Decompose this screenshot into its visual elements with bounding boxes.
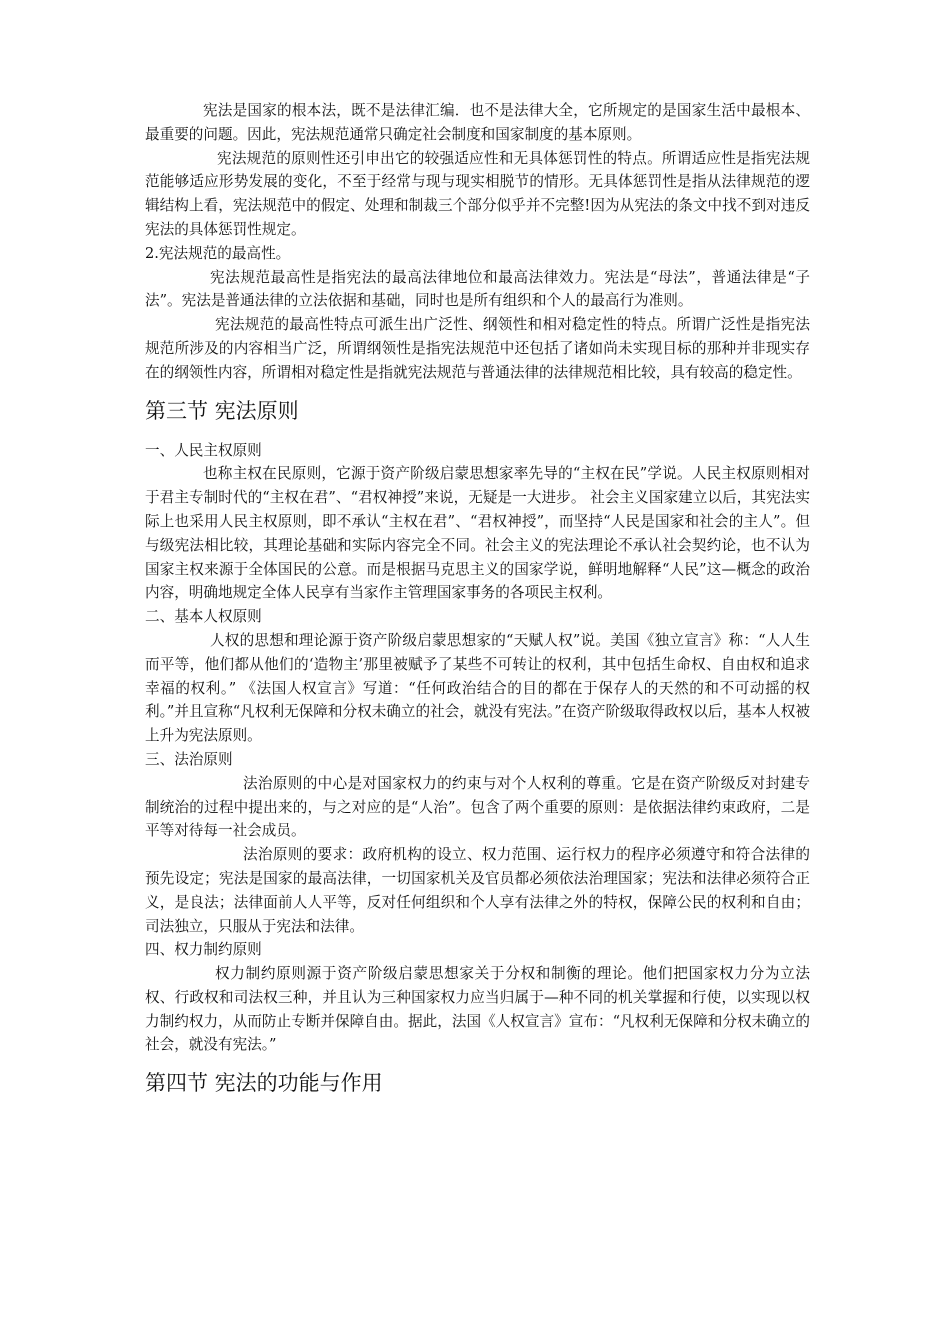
subsection-heading: 三、法治原则: [145, 750, 233, 768]
subsection-heading: 一、人民主权原则: [145, 441, 262, 459]
paragraph: 也称主权在民原则，它源于资产阶级启蒙思想家率先导的“主权在民”学说。人民主权原则相对于君主专制时代的“主权在君”、“君权神授”来说，无疑是一大进步。 社会主义国家建立以后，其宪法实际上也采用人民主权原则，即不承认“主权在君”、“君权神授”，而坚持“人民是国家和社会的主人”。但与级宪法相比较，其理论基础和实际内容完全不同。社会主义的宪法理论不承认社会契约论，也不认为国家主权来源于全体国民的公意。而是根据马克思主义的国家学说，鲜明地解释“人民”这—概念的政治内容，明确地规定全体人民享有当家作主管理国家事务的各项民主权利。: [145, 465, 810, 602]
paragraph: 宪法规范最高性是指宪法的最高法律地位和最高法律效力。宪法是“母法”，普通法律是“子法”。宪法是普通法律的立法依据和基础，同时也是所有组织和个人的最高行为准则。: [145, 268, 810, 310]
item-heading: 2.宪法规范的最高性。: [145, 244, 291, 262]
paragraph: 法治原则的要求：政府机构的设立、权力范围、运行权力的程序必须遵守和符合法律的预先设定；宪法是国家的最高法律，一切国家机关及官员都必须依法治理国家；宪法和法律必须符合正义，是良法；法律面前人人平等，反对任何组织和个人享有法律之外的特权，保障公民的权利和自由；司法独立，只服从于宪法和法律。: [145, 846, 810, 935]
document-page: [145, 99, 810, 1111]
section-title: 第三节 宪法原则: [145, 398, 299, 423]
paragraph: 宪法是国家的根本法，既不是法律汇编．也不是法律大全，它所规定的是国家生活中最根本、最重要的问题。因此，宪法规范通常只确定社会制度和国家制度的基本原则。: [145, 102, 810, 143]
paragraph: 人权的思想和理论源于资产阶级启蒙思想家的“天赋人权”说。美国《独立宣言》称：“人人生而平等，他们都从他们的‘造物主’那里被赋予了某些不可转让的权利，其中包括生命权、自由权和追求幸福的权利。” 《法国人权宣言》写道：“任何政治结合的目的都在于保存人的天然的和不可动摇的权利。”并且宣称“凡权利无保障和分权未确立的社会，就没有宪法。”在资产阶级取得政权以后，基本人权被上升为宪法原则。: [145, 631, 810, 745]
section-title: 第四节 宪法的功能与作用: [145, 1071, 383, 1096]
subsection-heading: 四、权力制约原则: [145, 941, 262, 959]
subsection-heading: 二、基本人权原则: [145, 608, 262, 626]
paragraph: 法治原则的中心是对国家权力的约束与对个人权利的尊重。它是在资产阶级反对封建专制统治的过程中提出来的，与之对应的是“人治”。包含了两个重要的原则：是依据法律约束政府，二是平等对待每一社会成员。: [145, 774, 810, 840]
paragraph: 宪法规范的原则性还引申出它的较强适应性和无具体惩罚性的特点。所谓适应性是指宪法规范能够适应形势发展的变化，不至于经常与现与现实相脱节的情形。无具体惩罚性是指从法律规范的逻辑结构上看，宪法规范中的假定、处理和制裁三个部分似乎并不完整!因为从宪法的条文中找不到对违反宪法的具体惩罚性规定。: [145, 149, 810, 238]
paragraph: 权力制约原则源于资产阶级启蒙思想家关于分权和制衡的理论。他们把国家权力分为立法权、行政权和司法权三种，并且认为三种国家权力应当归属于—种不同的机关掌握和行使，以实现以权力制约权力，从而防止专断并保障自由。据此，法国《人权宣言》宣布：“凡权利无保障和分权未确立的社会，就没有宪法。”: [145, 965, 810, 1054]
paragraph: 宪法规范的最高性特点可派生出广泛性、纲领性和相对稳定性的特点。所谓广泛性是指宪法规范所涉及的内容相当广泛，所谓纲领性是指宪法规范中还包括了诸如尚未实现目标的那种并非现实存在的纲领性内容，所谓相对稳定性是指就宪法规范与普通法律的法律规范相比较，具有较高的稳定性。: [145, 316, 810, 381]
